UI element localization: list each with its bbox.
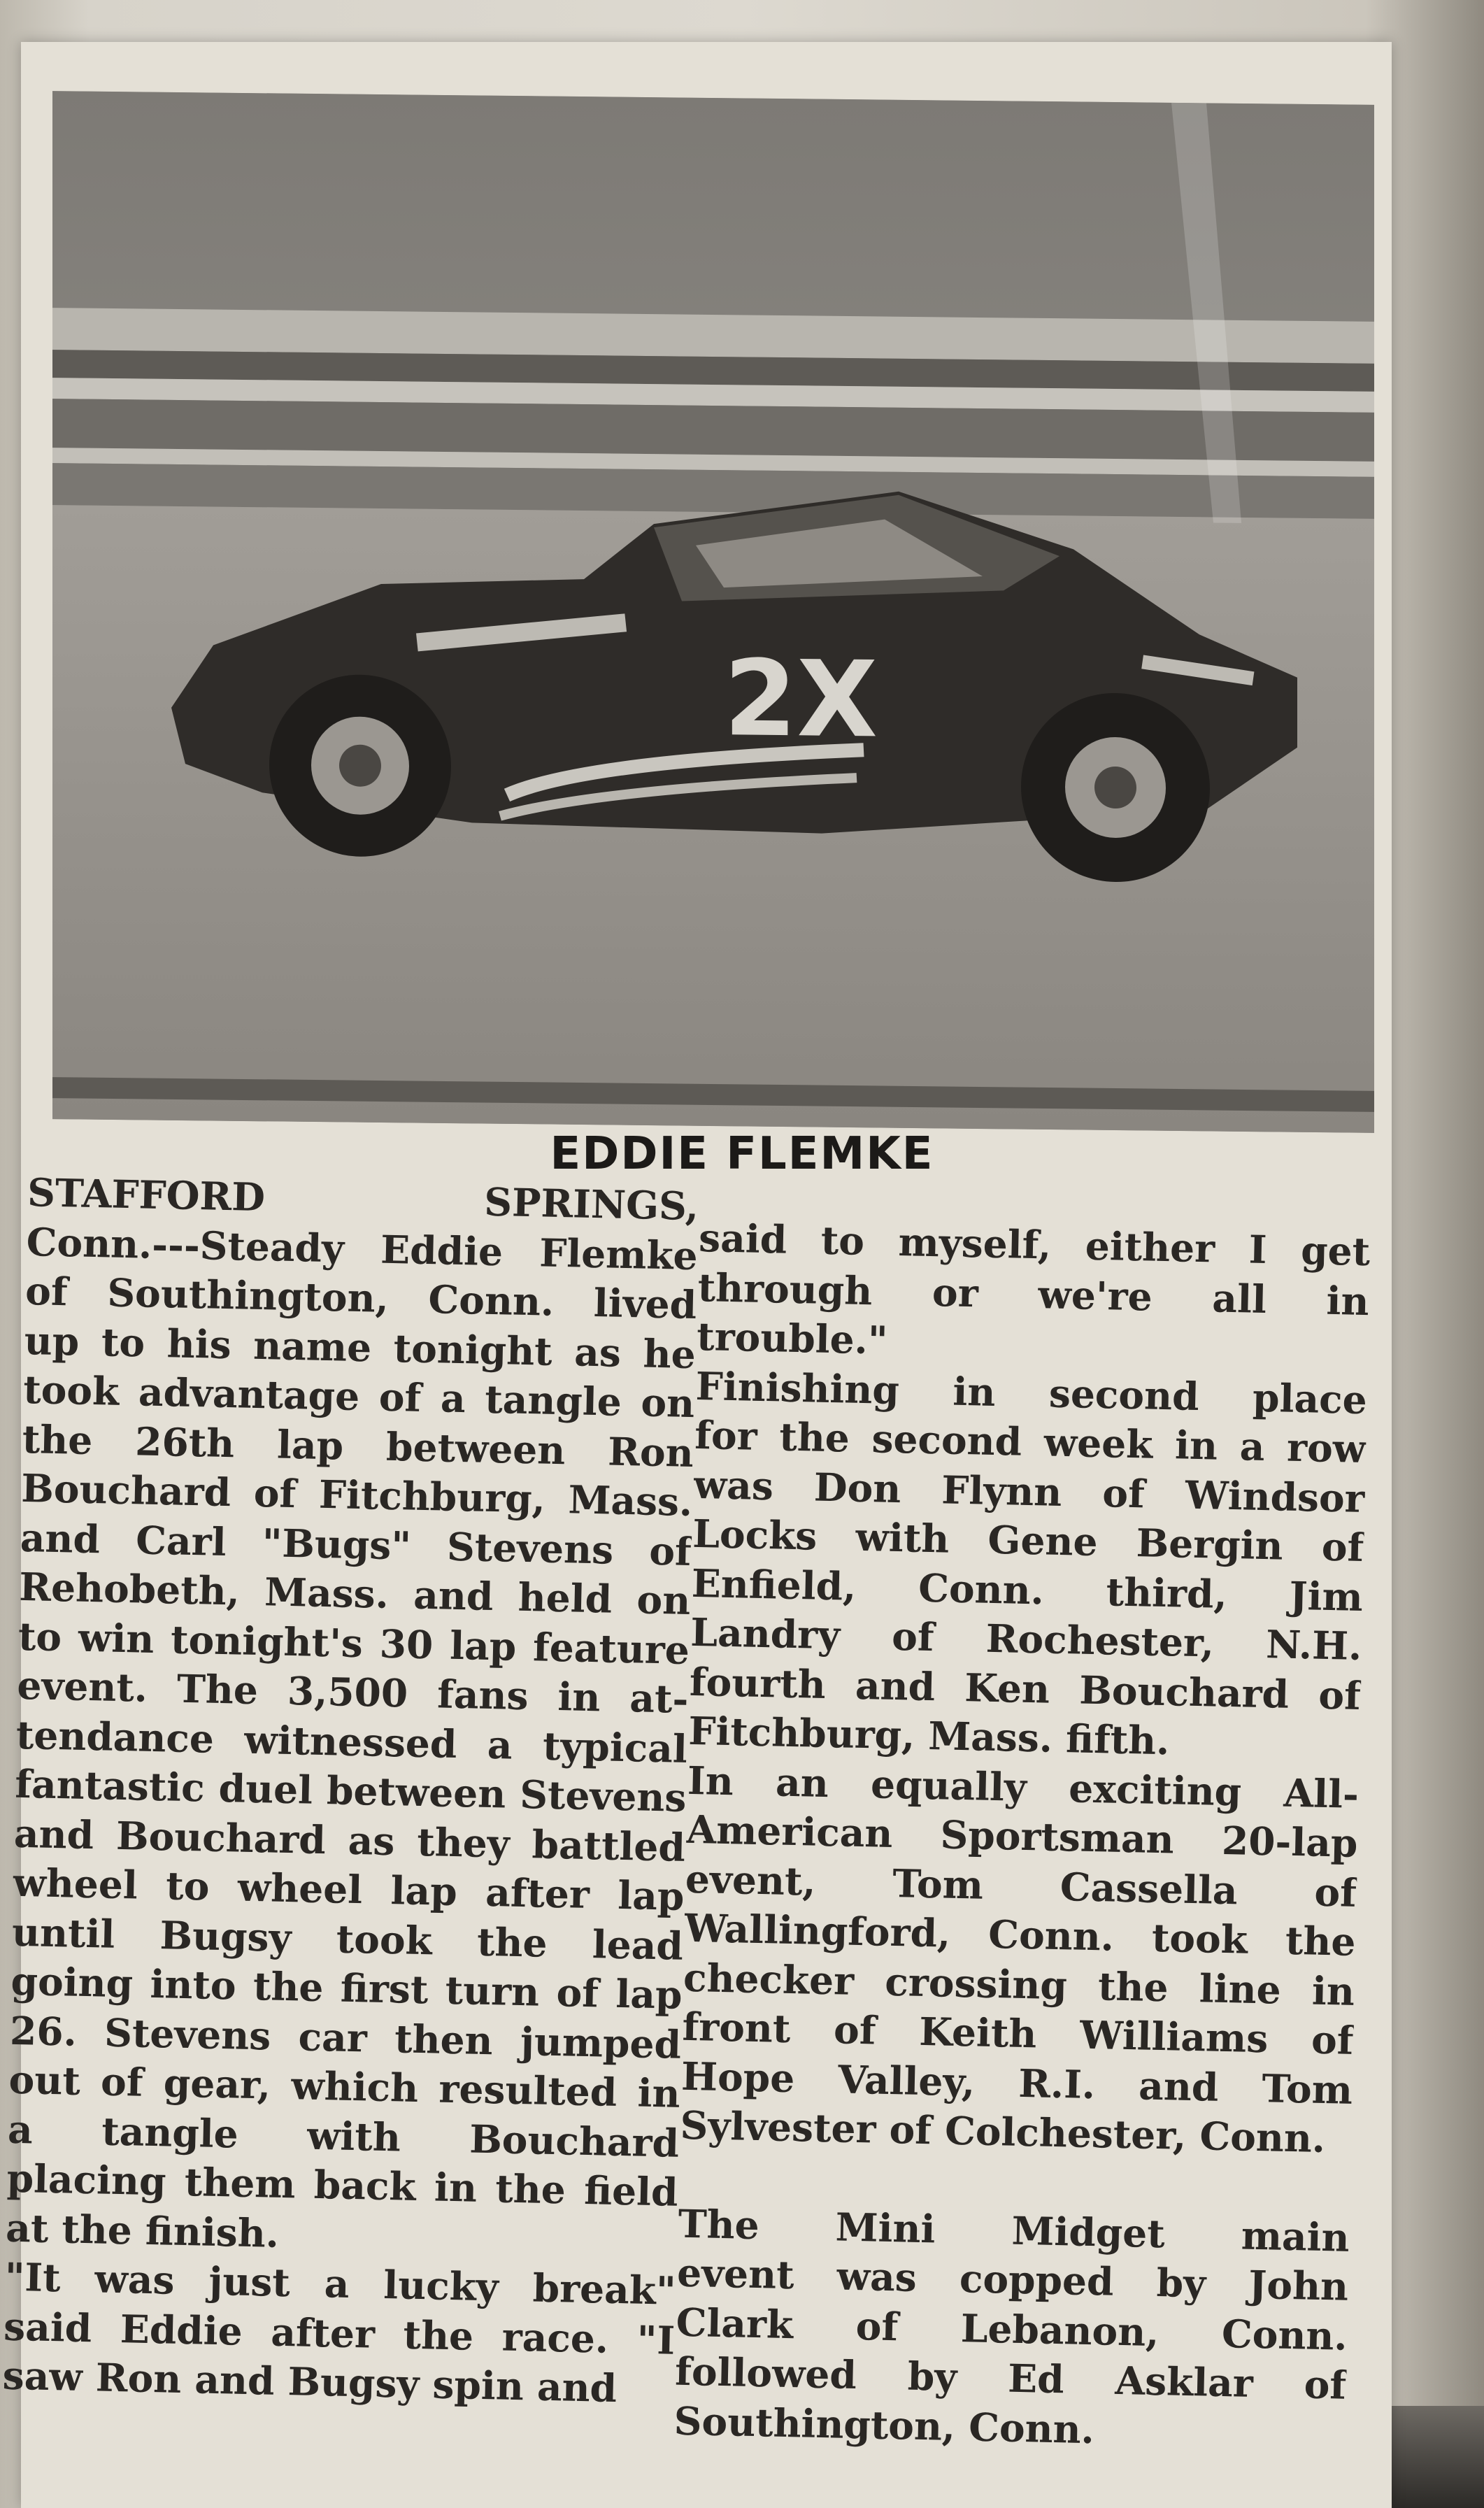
article-line: placing them back in the field [6, 2155, 679, 2215]
article-line: took advantage of a tangle on [22, 1366, 695, 1427]
article-line: STAFFORD SPRINGS, [27, 1169, 699, 1230]
article-line: Locks with Gene Bergin of [692, 1510, 1364, 1570]
article-line: said Eddie after the race. "I [3, 2303, 676, 2363]
headline: EDDIE FLEMKE [550, 1128, 934, 1180]
article-line: The Mini Midget main [678, 2200, 1350, 2260]
race-car-photo [52, 91, 1374, 1133]
article-line: saw Ron and Bugsy spin and [2, 2352, 618, 2411]
article-line: checker crossing the line in [683, 1954, 1355, 2014]
article-line: and Bouchard as they battled [13, 1810, 686, 1870]
article-line: tendance witnessed a typical [15, 1711, 688, 1772]
article-line: until Bugsy took the lead [11, 1909, 684, 1969]
article-line: was Don Flynn of Windsor [693, 1461, 1366, 1521]
article-column-left [2, 1168, 699, 2414]
article-line: at the finish. [5, 2204, 280, 2256]
article-line: "It was just a lucky break" [4, 2253, 677, 2314]
article-line: Landry of Rochester, N.H. [690, 1609, 1362, 1669]
frame-corner [1392, 2406, 1484, 2508]
article-line: going into the first turn of lap [10, 1958, 683, 2018]
article-line: to win tonight's 30 lap feature [17, 1613, 690, 1673]
car-number: 2X [724, 638, 878, 762]
article-line: and Carl "Bugs" Stevens of [20, 1514, 692, 1574]
article-line: up to his name tonight as he [24, 1317, 697, 1377]
article-line: Sylvester of Colchester, Conn. [680, 2102, 1326, 2162]
article-line: Southington, Conn. [673, 2397, 1095, 2452]
article-line: 26. Stevens car then jumped [9, 2007, 682, 2067]
article-line: event, Tom Cassella of [685, 1855, 1357, 1916]
article-line: American Sportsman 20-lap [685, 1806, 1359, 1866]
article-line: In an equally exciting All- [687, 1757, 1360, 1817]
article-line: fourth and Ken Bouchard of [689, 1658, 1362, 1718]
article-line: Hope Valley, R.I. and Tom [680, 2053, 1353, 2113]
article-line: Clark of Lebanon, Conn. [676, 2299, 1348, 2359]
article-line: said to myself, either I get [698, 1214, 1371, 1275]
article-line: followed by Ed Asklar of [674, 2348, 1347, 2408]
race-car-illustration [52, 91, 1374, 1133]
article-line: out of gear, which resulted in [8, 2056, 681, 2116]
article-line: front of Keith Williams of [681, 2003, 1355, 2063]
article-line: Wallingford, Conn. took the [683, 1904, 1357, 1965]
article-line: Finishing in second place [695, 1362, 1368, 1423]
article-line: trouble." [696, 1313, 889, 1363]
article-column-right [673, 1213, 1371, 2460]
article-line: Rehobeth, Mass. and held on [18, 1563, 691, 1623]
article-line: Enfield, Conn. third, Jim [691, 1560, 1364, 1620]
article-line: Conn.---Steady Eddie Flemke [26, 1218, 699, 1278]
article-line: through or we're all in [697, 1264, 1370, 1324]
article-line: of Southington, Conn. lived [24, 1267, 697, 1328]
article-line: wheel to wheel lap after lap [12, 1859, 685, 1919]
article-line: a tangle with Bouchard [7, 2106, 680, 2166]
article-line: fantastic duel between Stevens [14, 1760, 687, 1821]
article-line: Fitchburg, Mass. fifth. [687, 1707, 1170, 1764]
article-line: Bouchard of Fitchburg, Mass. [20, 1465, 693, 1525]
article-line: the 26th lap between Ron [22, 1416, 694, 1476]
article-line: event was copped by John [676, 2249, 1349, 2309]
article-line: event. The 3,500 fans in at- [16, 1662, 689, 1722]
article-line: for the second week in a row [694, 1411, 1367, 1472]
